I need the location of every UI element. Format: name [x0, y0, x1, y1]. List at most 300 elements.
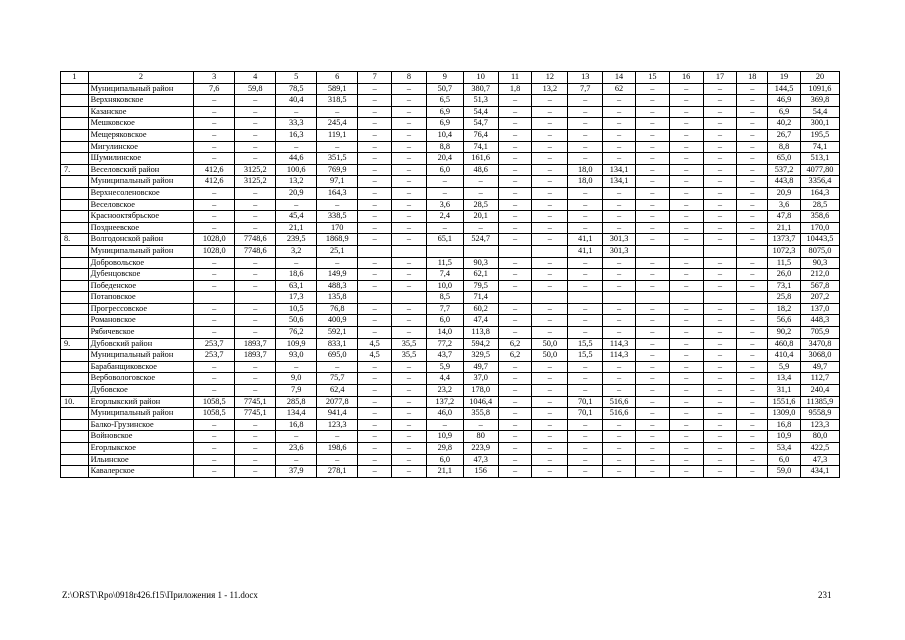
value-cell: –	[737, 257, 768, 269]
value-cell: –	[532, 454, 568, 466]
value-cell: 74,1	[800, 141, 839, 153]
value-cell: 31,1	[768, 385, 801, 397]
settlement-name-cell: Егорлыкский район	[88, 396, 194, 408]
value-cell: –	[498, 303, 532, 315]
value-cell: 109,9	[276, 338, 317, 350]
value-cell: –	[392, 280, 427, 292]
settlement-name-cell: Барабанщиковское	[88, 361, 194, 373]
value-cell: –	[358, 129, 392, 141]
value-cell: –	[235, 361, 276, 373]
value-cell: –	[194, 129, 235, 141]
value-cell: 50,0	[532, 338, 568, 350]
value-cell: 329,5	[463, 350, 498, 362]
value-cell: –	[603, 106, 636, 118]
value-cell: 76,2	[276, 327, 317, 339]
value-cell: –	[358, 280, 392, 292]
settlement-name-cell: Муниципальный район	[88, 245, 194, 257]
value-cell: –	[568, 280, 603, 292]
value-cell: –	[235, 141, 276, 153]
value-cell: –	[603, 443, 636, 455]
settlement-name-cell: Веселовское	[88, 199, 194, 211]
table-row	[61, 292, 840, 304]
value-cell: –	[603, 361, 636, 373]
value-cell: –	[358, 269, 392, 281]
value-cell: –	[276, 106, 317, 118]
value-cell: 592,1	[317, 327, 358, 339]
value-cell: –	[635, 234, 669, 246]
value-cell: –	[392, 257, 427, 269]
settlement-name-cell: Добровольское	[88, 257, 194, 269]
value-cell: –	[669, 431, 703, 443]
column-header: 11	[498, 72, 532, 84]
value-cell: 207,2	[800, 292, 839, 304]
value-cell: –	[737, 129, 768, 141]
value-cell: 300,1	[800, 118, 839, 130]
value-cell: 35,5	[392, 350, 427, 362]
column-header: 3	[194, 72, 235, 84]
value-cell: –	[498, 280, 532, 292]
value-cell: –	[392, 222, 427, 234]
value-cell: 123,3	[800, 419, 839, 431]
value-cell: –	[568, 118, 603, 130]
value-cell: –	[235, 303, 276, 315]
value-cell: –	[568, 141, 603, 153]
value-cell: 164,3	[800, 187, 839, 199]
value-cell: –	[532, 164, 568, 176]
value-cell: 8,5	[426, 292, 463, 304]
value-cell: –	[603, 280, 636, 292]
row-number-cell: 10.	[61, 396, 89, 408]
value-cell: 8075,0	[800, 245, 839, 257]
value-cell: –	[669, 187, 703, 199]
value-cell: –	[194, 327, 235, 339]
value-cell: –	[532, 373, 568, 385]
value-cell	[568, 292, 603, 304]
value-cell: –	[498, 187, 532, 199]
value-cell: 3068,0	[800, 350, 839, 362]
value-cell: 338,5	[317, 211, 358, 223]
table-row	[61, 211, 840, 223]
value-cell: –	[669, 211, 703, 223]
value-cell: 50,0	[532, 350, 568, 362]
value-cell: –	[603, 141, 636, 153]
value-cell: –	[603, 187, 636, 199]
value-cell: –	[737, 280, 768, 292]
value-cell: 11,5	[768, 257, 801, 269]
value-cell: 28,5	[800, 199, 839, 211]
value-cell: 537,2	[768, 164, 801, 176]
value-cell: 47,3	[800, 454, 839, 466]
value-cell: –	[498, 361, 532, 373]
row-number-cell	[61, 222, 89, 234]
value-cell: –	[568, 257, 603, 269]
value-cell: –	[737, 199, 768, 211]
value-cell: 7745,1	[235, 408, 276, 420]
value-cell: –	[568, 385, 603, 397]
value-cell: –	[498, 211, 532, 223]
value-cell: 93,0	[276, 350, 317, 362]
value-cell: –	[737, 385, 768, 397]
value-cell: –	[392, 106, 427, 118]
column-header: 20	[800, 72, 839, 84]
value-cell: 400,9	[317, 315, 358, 327]
value-cell: –	[532, 187, 568, 199]
value-cell: –	[235, 385, 276, 397]
value-cell: 11385,9	[800, 396, 839, 408]
value-cell: –	[235, 280, 276, 292]
value-cell: 285,8	[276, 396, 317, 408]
value-cell: –	[737, 431, 768, 443]
value-cell: 369,8	[800, 95, 839, 107]
value-cell: –	[532, 176, 568, 188]
value-cell: 156	[463, 466, 498, 478]
value-cell: –	[392, 269, 427, 281]
value-cell: 10,9	[768, 431, 801, 443]
value-cell: 4,4	[426, 373, 463, 385]
value-cell: –	[703, 95, 737, 107]
value-cell: 460,8	[768, 338, 801, 350]
value-cell: –	[703, 106, 737, 118]
settlement-name-cell: Кавалерское	[88, 466, 194, 478]
value-cell: –	[635, 269, 669, 281]
value-cell: –	[235, 199, 276, 211]
value-cell: –	[669, 373, 703, 385]
value-cell: –	[703, 269, 737, 281]
value-cell: –	[737, 95, 768, 107]
value-cell: 6,2	[498, 350, 532, 362]
row-number-cell	[61, 153, 89, 165]
value-cell: 16,3	[276, 129, 317, 141]
value-cell: –	[317, 257, 358, 269]
value-cell	[358, 245, 392, 257]
row-number-cell	[61, 408, 89, 420]
value-cell	[498, 245, 532, 257]
value-cell: –	[737, 443, 768, 455]
value-cell: 80,0	[800, 431, 839, 443]
value-cell: –	[358, 211, 392, 223]
value-cell: 1058,5	[194, 396, 235, 408]
value-cell: –	[392, 454, 427, 466]
value-cell: –	[194, 222, 235, 234]
table-row	[61, 350, 840, 362]
value-cell: 134,4	[276, 408, 317, 420]
value-cell: –	[669, 361, 703, 373]
value-cell: –	[317, 454, 358, 466]
value-cell: 6,0	[426, 315, 463, 327]
value-cell: –	[603, 153, 636, 165]
page-number: 231	[818, 590, 832, 600]
settlement-name-cell: Шумилинское	[88, 153, 194, 165]
value-cell: 37,9	[276, 466, 317, 478]
value-cell: –	[603, 385, 636, 397]
value-cell: 4,5	[358, 350, 392, 362]
value-cell: –	[737, 338, 768, 350]
value-cell: 20,9	[768, 187, 801, 199]
value-cell: –	[603, 419, 636, 431]
value-cell: –	[703, 431, 737, 443]
value-cell	[635, 245, 669, 257]
value-cell: –	[194, 454, 235, 466]
value-cell: 70,1	[568, 408, 603, 420]
value-cell: –	[568, 419, 603, 431]
value-cell: –	[498, 373, 532, 385]
value-cell: –	[635, 466, 669, 478]
value-cell: 7748,6	[235, 234, 276, 246]
value-cell: 16,8	[276, 419, 317, 431]
table-row	[61, 83, 840, 95]
value-cell: –	[235, 315, 276, 327]
value-cell: 6,0	[426, 164, 463, 176]
value-cell: –	[737, 454, 768, 466]
row-number-cell: 8.	[61, 234, 89, 246]
settlement-name-cell: Муниципальный район	[88, 350, 194, 362]
value-cell: 10,4	[426, 129, 463, 141]
column-header: 13	[568, 72, 603, 84]
value-cell: –	[235, 211, 276, 223]
value-cell: –	[703, 303, 737, 315]
value-cell: –	[392, 361, 427, 373]
value-cell: 51,3	[463, 95, 498, 107]
value-cell: –	[635, 419, 669, 431]
value-cell: –	[392, 95, 427, 107]
value-cell: 14,0	[426, 327, 463, 339]
row-number-cell	[61, 187, 89, 199]
value-cell: 567,8	[800, 280, 839, 292]
value-cell: 134,1	[603, 176, 636, 188]
value-cell: –	[358, 199, 392, 211]
value-cell: 90,3	[800, 257, 839, 269]
value-cell: –	[669, 199, 703, 211]
value-cell: 28,5	[463, 199, 498, 211]
column-header: 10	[463, 72, 498, 84]
table-row	[61, 234, 840, 246]
value-cell: 524,7	[463, 234, 498, 246]
value-cell: 240,4	[800, 385, 839, 397]
value-cell: –	[532, 303, 568, 315]
value-cell: 23,2	[426, 385, 463, 397]
value-cell: 3125,2	[235, 164, 276, 176]
value-cell: –	[358, 83, 392, 95]
value-cell: –	[568, 153, 603, 165]
value-cell: –	[235, 187, 276, 199]
value-cell: –	[603, 373, 636, 385]
value-cell: –	[194, 106, 235, 118]
value-cell: –	[498, 257, 532, 269]
value-cell: –	[703, 257, 737, 269]
table-row	[61, 129, 840, 141]
value-cell: –	[498, 466, 532, 478]
value-cell: 49,7	[463, 361, 498, 373]
value-cell: –	[635, 95, 669, 107]
value-cell: –	[358, 431, 392, 443]
value-cell: –	[426, 419, 463, 431]
value-cell: –	[194, 257, 235, 269]
value-cell: –	[235, 454, 276, 466]
value-cell: –	[635, 176, 669, 188]
value-cell	[194, 292, 235, 304]
value-cell: –	[669, 95, 703, 107]
table-row	[61, 257, 840, 269]
value-cell: 1868,9	[317, 234, 358, 246]
value-cell: –	[392, 141, 427, 153]
row-number-cell	[61, 292, 89, 304]
value-cell: –	[635, 373, 669, 385]
value-cell: –	[737, 118, 768, 130]
value-cell: –	[194, 373, 235, 385]
value-cell: –	[669, 385, 703, 397]
value-cell: –	[568, 129, 603, 141]
value-cell: –	[358, 408, 392, 420]
value-cell: –	[603, 303, 636, 315]
settlement-name-cell: Ильинское	[88, 454, 194, 466]
value-cell: 97,1	[317, 176, 358, 188]
table-row	[61, 187, 840, 199]
value-cell: –	[498, 385, 532, 397]
value-cell: –	[235, 257, 276, 269]
value-cell: 3,6	[426, 199, 463, 211]
value-cell: –	[669, 327, 703, 339]
value-cell: –	[669, 269, 703, 281]
value-cell: –	[703, 396, 737, 408]
value-cell: –	[635, 257, 669, 269]
value-cell: –	[703, 222, 737, 234]
value-cell: –	[194, 303, 235, 315]
row-number-cell	[61, 385, 89, 397]
value-cell: –	[737, 327, 768, 339]
value-cell: 45,4	[276, 211, 317, 223]
value-cell: –	[498, 106, 532, 118]
table-row	[61, 454, 840, 466]
value-cell: –	[669, 408, 703, 420]
row-number-cell	[61, 431, 89, 443]
value-cell: –	[568, 466, 603, 478]
value-cell: 358,6	[800, 211, 839, 223]
value-cell: 5,9	[768, 361, 801, 373]
value-cell: 6,0	[426, 454, 463, 466]
value-cell: –	[498, 396, 532, 408]
value-cell: 137,0	[800, 303, 839, 315]
value-cell: –	[568, 269, 603, 281]
value-cell: –	[737, 176, 768, 188]
value-cell: 589,1	[317, 83, 358, 95]
value-cell: –	[603, 269, 636, 281]
row-number-cell	[61, 443, 89, 455]
value-cell: –	[737, 187, 768, 199]
settlement-name-cell: Верхнесоленовское	[88, 187, 194, 199]
value-cell: –	[358, 176, 392, 188]
value-cell: –	[498, 454, 532, 466]
value-cell: –	[194, 118, 235, 130]
value-cell: 79,5	[463, 280, 498, 292]
value-cell: –	[737, 234, 768, 246]
value-cell: 137,2	[426, 396, 463, 408]
row-number-cell	[61, 361, 89, 373]
value-cell: 65,1	[426, 234, 463, 246]
value-cell: –	[703, 385, 737, 397]
value-cell: –	[392, 431, 427, 443]
value-cell: –	[568, 315, 603, 327]
settlement-name-cell: Мещеряковское	[88, 129, 194, 141]
value-cell: –	[358, 118, 392, 130]
column-header: 5	[276, 72, 317, 84]
value-cell: 46,0	[426, 408, 463, 420]
value-cell: 355,8	[463, 408, 498, 420]
value-cell: 516,6	[603, 396, 636, 408]
value-cell: –	[235, 431, 276, 443]
value-cell: 144,5	[768, 83, 801, 95]
value-cell: 21,1	[768, 222, 801, 234]
value-cell: –	[703, 466, 737, 478]
value-cell	[498, 292, 532, 304]
row-number-cell	[61, 269, 89, 281]
value-cell: –	[603, 95, 636, 107]
value-cell: –	[194, 211, 235, 223]
value-cell: 43,7	[426, 350, 463, 362]
value-cell: –	[669, 303, 703, 315]
value-cell: –	[358, 443, 392, 455]
value-cell: –	[635, 106, 669, 118]
value-cell: 53,4	[768, 443, 801, 455]
value-cell: 29,8	[426, 443, 463, 455]
value-cell: 15,5	[568, 350, 603, 362]
value-cell: –	[703, 419, 737, 431]
value-cell: 170,0	[800, 222, 839, 234]
value-cell: –	[635, 315, 669, 327]
value-cell: 7,6	[194, 83, 235, 95]
value-cell: 351,5	[317, 153, 358, 165]
value-cell: –	[235, 153, 276, 165]
table-row	[61, 419, 840, 431]
value-cell: –	[498, 222, 532, 234]
value-cell: –	[603, 129, 636, 141]
value-cell: –	[669, 83, 703, 95]
value-cell: –	[194, 280, 235, 292]
value-cell: 20,9	[276, 187, 317, 199]
value-cell: 44,6	[276, 153, 317, 165]
value-cell: 47,3	[463, 454, 498, 466]
value-cell: 49,7	[800, 361, 839, 373]
value-cell: –	[635, 153, 669, 165]
value-cell: 4,5	[358, 338, 392, 350]
value-cell: –	[703, 211, 737, 223]
column-header: 17	[703, 72, 737, 84]
value-cell: –	[669, 129, 703, 141]
table-row	[61, 466, 840, 478]
value-cell: –	[358, 303, 392, 315]
value-cell: –	[235, 106, 276, 118]
value-cell: 3470,8	[800, 338, 839, 350]
value-cell: –	[635, 211, 669, 223]
value-cell: 7748,6	[235, 245, 276, 257]
value-cell: –	[703, 443, 737, 455]
row-number-cell	[61, 303, 89, 315]
value-cell: –	[703, 373, 737, 385]
value-cell: 18,0	[568, 176, 603, 188]
value-cell: 13,2	[276, 176, 317, 188]
row-number-cell	[61, 315, 89, 327]
settlement-name-cell: Прогрессовское	[88, 303, 194, 315]
value-cell: –	[194, 153, 235, 165]
value-cell: –	[276, 199, 317, 211]
table-row	[61, 327, 840, 339]
settlement-name-cell: Вербовологовское	[88, 373, 194, 385]
row-number-cell	[61, 373, 89, 385]
value-cell: –	[358, 153, 392, 165]
value-cell: –	[737, 106, 768, 118]
table-row	[61, 280, 840, 292]
value-cell: –	[235, 466, 276, 478]
settlement-name-cell: Потаповское	[88, 292, 194, 304]
